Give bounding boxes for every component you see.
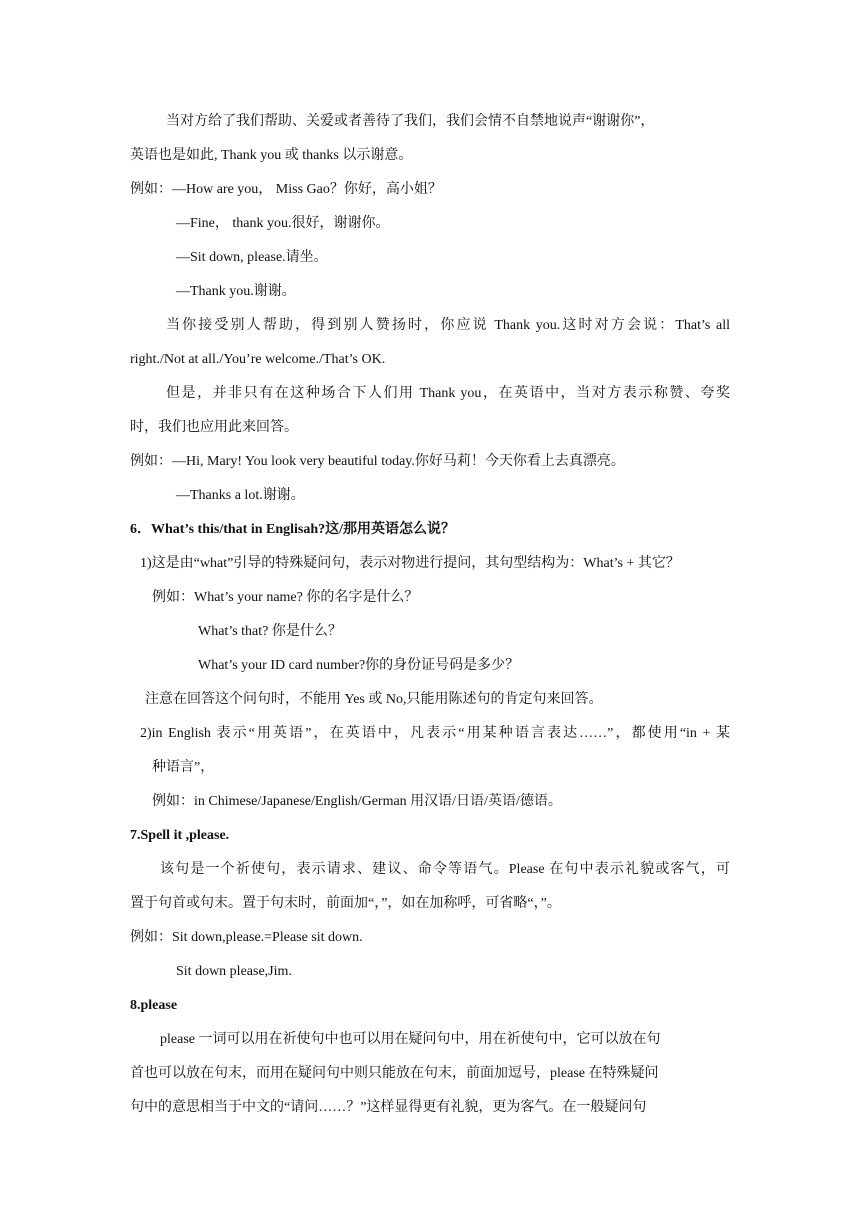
paragraph-line: 该句是一个祈使句，表示请求、建议、命令等语气。Please 在句中表示礼貌或客气，可 bbox=[160, 862, 730, 877]
paragraph-line: please 一词可以用在祈使句中也可以用在疑问句中，用在祈使句中，它可以放在句 bbox=[160, 1032, 661, 1047]
section-heading: 7.Spell it ,please. bbox=[130, 828, 230, 843]
section-heading: 6．What’s this/that in Englisah?这/那用英语怎么说？ bbox=[130, 522, 456, 537]
example-line: 例如：What’s your name? 你的名字是什么？ bbox=[152, 590, 419, 605]
paragraph-line: 时，我们也应用此来回答。 bbox=[130, 420, 298, 435]
example-line: 例如：Sit down,please.=Please sit down. bbox=[130, 930, 363, 945]
paragraph-line: 种语言”， bbox=[152, 760, 215, 775]
paragraph-line: 句中的意思相当于中文的“请问……？”这样显得更有礼貌，更为客气。在一般疑问句 bbox=[130, 1100, 647, 1115]
example-line: 例如：—Hi, Mary! You look very beautiful today.你好马莉！今天你看上去真漂亮。 bbox=[130, 454, 625, 469]
paragraph-line: 英语也是如此, Thank you 或 thanks 以示谢意。 bbox=[130, 148, 413, 163]
example-line: —Thanks a lot.谢谢。 bbox=[176, 488, 305, 503]
section-heading: 8.please bbox=[130, 998, 178, 1013]
paragraph-line: 注意在回答这个问句时，不能用 Yes 或 No,只能用陈述句的肯定句来回答。 bbox=[145, 692, 603, 707]
paragraph-line: 置于句首或句末。置于句末时，前面加“，”，如在加称呼，可省略“，”。 bbox=[130, 896, 561, 911]
example-line: —Sit down, please.请坐。 bbox=[176, 250, 328, 265]
example-line: What’s that? 你是什么？ bbox=[198, 624, 342, 639]
example-line: 例如：—How are you， Miss Gao？你好，高小姐？ bbox=[130, 182, 442, 197]
paragraph-line: 首也可以放在句末，而用在疑问句中则只能放在句末，前面加逗号，please 在特殊疑问 bbox=[130, 1066, 659, 1081]
paragraph-line: 1)这是由“what”引导的特殊疑问句，表示对物进行提问，其句型结构为：What’s + 其它？ bbox=[140, 556, 680, 571]
paragraph-line: 2)in English 表示“用英语”，在英语中，凡表示“用某种语言表达……”，都使用“in + 某 bbox=[140, 726, 730, 741]
example-line: —Thank you.谢谢。 bbox=[176, 284, 296, 299]
example-line: What’s your ID card number?你的身份证号码是多少？ bbox=[198, 658, 520, 673]
paragraph-line: 但是，并非只有在这种场合下人们用 Thank you，在英语中，当对方表示称赞、夸奖 bbox=[166, 386, 730, 401]
example-line: Sit down please,Jim. bbox=[176, 964, 292, 979]
example-line: —Fine， thank you.很好，谢谢你。 bbox=[176, 216, 390, 231]
paragraph-line: 当对方给了我们帮助、关爱或者善待了我们，我们会情不自禁地说声“谢谢你”， bbox=[166, 114, 655, 129]
example-line: 例如：in Chimese/Japanese/English/German 用汉语/日语/英语/德语。 bbox=[152, 794, 562, 809]
paragraph-line: right./Not at all./You’re welcome./That’s OK. bbox=[130, 352, 386, 367]
paragraph-line: 当你接受别人帮助，得到别人赞扬时，你应说 Thank you.这时对方会说：That’s all bbox=[166, 318, 730, 333]
